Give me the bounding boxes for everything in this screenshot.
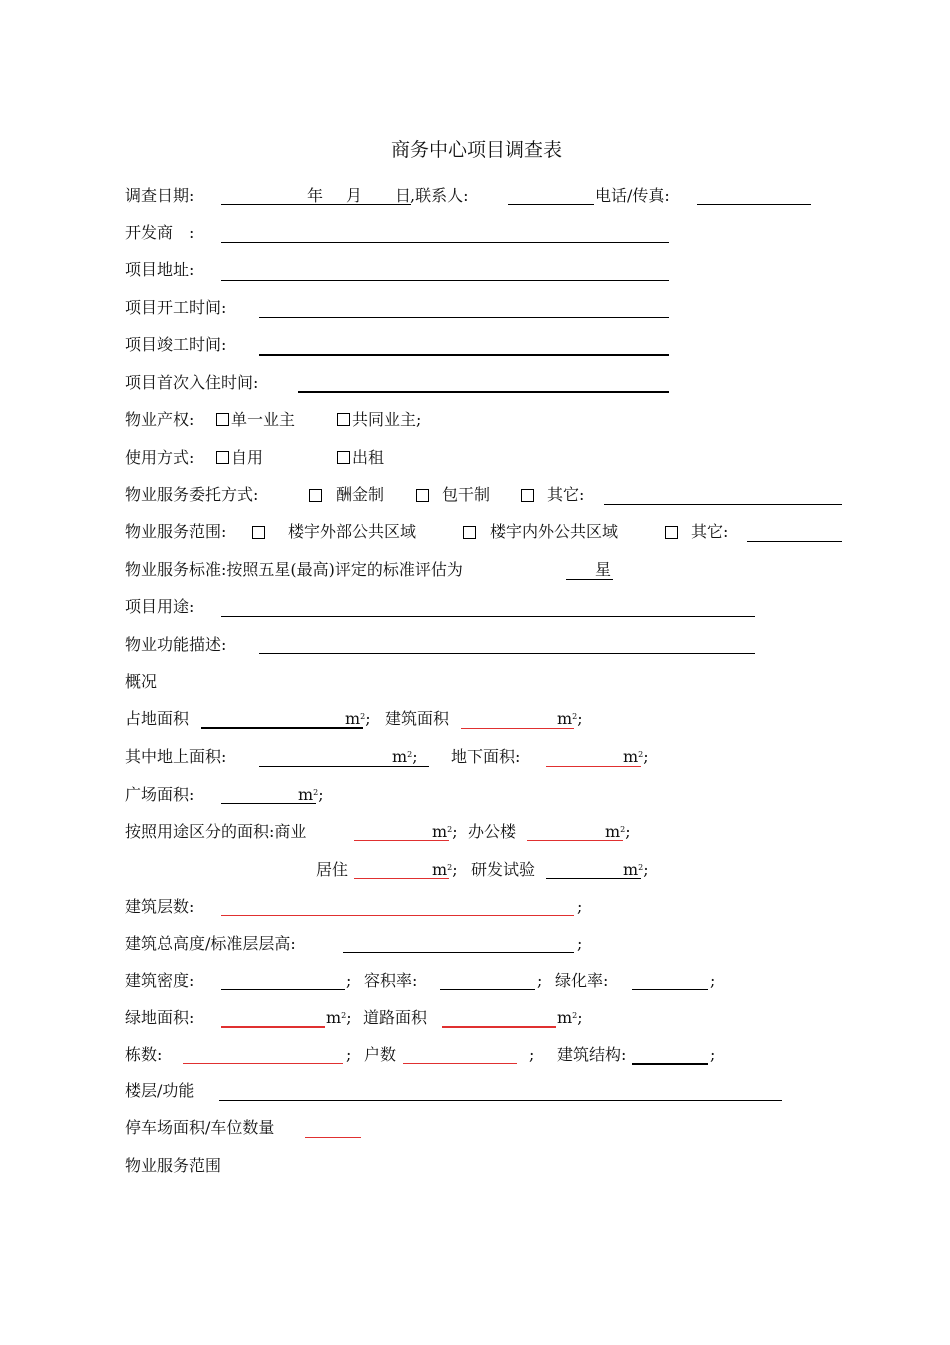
- floor-function-field[interactable]: [219, 1100, 782, 1101]
- checkbox-icon[interactable]: [337, 451, 350, 464]
- usage-self-option[interactable]: 自用: [216, 448, 263, 468]
- building-area-unit: $m^2$;: [557, 709, 583, 728]
- semicolon: ;: [537, 971, 543, 990]
- building-count-field[interactable]: [183, 1063, 343, 1064]
- year-label: 年: [307, 186, 324, 205]
- road-area-label: 道路面积: [363, 1008, 428, 1027]
- commercial-area-unit: $m^2$;: [432, 822, 458, 841]
- residential-area-label: 居住: [316, 860, 349, 879]
- phone-fax-label: 电话/传真:: [595, 186, 670, 205]
- semicolon: ;: [577, 934, 583, 953]
- scope-external-option: 楼宇外部公共区域: [288, 522, 417, 541]
- contact-label: ,联系人:: [410, 186, 469, 205]
- structure-label: 建筑结构:: [557, 1045, 627, 1064]
- usage-rent-option[interactable]: 出租: [337, 448, 384, 468]
- month-label: 月: [346, 186, 363, 205]
- area-by-use-label: 按照用途区分的面积:商业: [125, 822, 307, 841]
- checkbox-icon[interactable]: [309, 489, 322, 502]
- page-title: 商务中心项目调查表: [391, 139, 563, 161]
- building-density-field[interactable]: [221, 989, 345, 990]
- green-ratio-field[interactable]: [632, 989, 708, 990]
- green-area-field[interactable]: [221, 1026, 325, 1028]
- ownership-single-option[interactable]: 单一业主: [216, 410, 295, 430]
- function-description-field[interactable]: [259, 653, 755, 654]
- first-occupancy-label: 项目首次入住时间:: [125, 373, 259, 392]
- mandate-other-field[interactable]: [604, 504, 842, 505]
- start-time-field[interactable]: [259, 317, 669, 318]
- building-height-label: 建筑总高度/标准层层高:: [125, 934, 296, 953]
- ownership-label: 物业产权:: [125, 410, 195, 429]
- road-area-field[interactable]: [442, 1026, 556, 1028]
- below-ground-area-label: 地下面积:: [451, 747, 521, 766]
- building-count-label: 栋数:: [125, 1045, 163, 1064]
- checkbox-icon[interactable]: [337, 413, 350, 426]
- semicolon: ;: [710, 1045, 716, 1064]
- mandate-lumpsum-option: 包干制: [442, 485, 491, 504]
- developer-field[interactable]: [221, 242, 669, 243]
- function-description-label: 物业功能描述:: [125, 635, 227, 654]
- above-ground-area-unit: $m^2$;: [392, 747, 418, 766]
- building-floors-field[interactable]: [221, 915, 574, 916]
- mandate-label: 物业服务委托方式:: [125, 485, 259, 504]
- plaza-area-unit: $m^2$;: [298, 785, 324, 804]
- mandate-fee-option: 酬金制: [336, 485, 385, 504]
- service-scope-heading: 物业服务范围: [125, 1156, 222, 1175]
- land-area-field[interactable]: [201, 727, 363, 729]
- plaza-area-label: 广场面积:: [125, 785, 195, 804]
- below-ground-area-unit: $m^2$;: [623, 747, 649, 766]
- ownership-shared-option[interactable]: 共同业主;: [337, 410, 421, 430]
- road-area-unit: $m^2$;: [557, 1008, 583, 1027]
- phone-fax-field[interactable]: [697, 204, 811, 205]
- parking-field[interactable]: [305, 1137, 361, 1138]
- office-area-unit: $m^2$;: [605, 822, 631, 841]
- checkbox-icon[interactable]: [665, 526, 678, 539]
- completion-time-field[interactable]: [259, 354, 669, 356]
- address-label: 项目地址:: [125, 260, 195, 279]
- rd-area-label: 研发试验: [471, 860, 536, 879]
- green-area-unit: $m^2$;: [326, 1008, 352, 1027]
- semicolon: ;: [710, 971, 716, 990]
- building-height-field[interactable]: [343, 952, 574, 953]
- first-occupancy-field[interactable]: [298, 391, 669, 393]
- building-floors-label: 建筑层数:: [125, 897, 195, 916]
- rd-area-unit: $m^2$;: [623, 860, 649, 879]
- office-area-label: 办公楼: [468, 822, 517, 841]
- checkbox-icon[interactable]: [521, 489, 534, 502]
- scope-other-field[interactable]: [747, 541, 842, 542]
- far-field[interactable]: [440, 989, 535, 990]
- semicolon: ;: [346, 971, 352, 990]
- contact-field[interactable]: [508, 204, 594, 205]
- checkbox-icon[interactable]: [216, 413, 229, 426]
- survey-date-label: 调查日期:: [125, 186, 195, 205]
- green-area-label: 绿地面积:: [125, 1008, 195, 1027]
- semicolon: ;: [529, 1045, 535, 1064]
- above-ground-area-label: 其中地上面积:: [125, 747, 227, 766]
- structure-field[interactable]: [632, 1063, 708, 1065]
- start-time-label: 项目开工时间:: [125, 298, 227, 317]
- checkbox-icon[interactable]: [216, 451, 229, 464]
- overview-heading: 概况: [125, 672, 158, 691]
- far-label: 容积率:: [364, 971, 418, 990]
- checkbox-icon[interactable]: [463, 526, 476, 539]
- developer-label: 开发商 :: [125, 223, 195, 242]
- building-density-label: 建筑密度:: [125, 971, 195, 990]
- day-label: 日: [395, 186, 412, 205]
- usage-label: 使用方式:: [125, 448, 195, 467]
- scope-other-option: 其它:: [691, 522, 729, 541]
- green-ratio-label: 绿化率:: [555, 971, 609, 990]
- purpose-field[interactable]: [221, 616, 755, 617]
- households-label: 户数: [364, 1045, 397, 1064]
- building-area-label: 建筑面积: [385, 709, 450, 728]
- mandate-other-option: 其它:: [547, 485, 585, 504]
- scope-label: 物业服务范围:: [125, 522, 227, 541]
- scope-internal-option: 楼宇内外公共区域: [490, 522, 619, 541]
- households-field[interactable]: [403, 1063, 517, 1064]
- checkbox-icon[interactable]: [252, 526, 265, 539]
- semicolon: ;: [577, 897, 583, 916]
- star-unit: 星: [595, 560, 612, 579]
- land-area-unit: $m^2$;: [345, 709, 371, 728]
- parking-label: 停车场面积/车位数量: [125, 1118, 275, 1137]
- service-standard-label: 物业服务标准:按照五星(最高)评定的标准评估为: [125, 560, 463, 579]
- checkbox-icon[interactable]: [416, 489, 429, 502]
- floor-function-label: 楼层/功能: [125, 1081, 195, 1100]
- purpose-label: 项目用途:: [125, 597, 195, 616]
- completion-time-label: 项目竣工时间:: [125, 335, 227, 354]
- semicolon: ;: [346, 1045, 352, 1064]
- land-area-label: 占地面积: [125, 709, 190, 728]
- address-field[interactable]: [221, 280, 669, 281]
- residential-area-unit: $m^2$;: [432, 860, 458, 879]
